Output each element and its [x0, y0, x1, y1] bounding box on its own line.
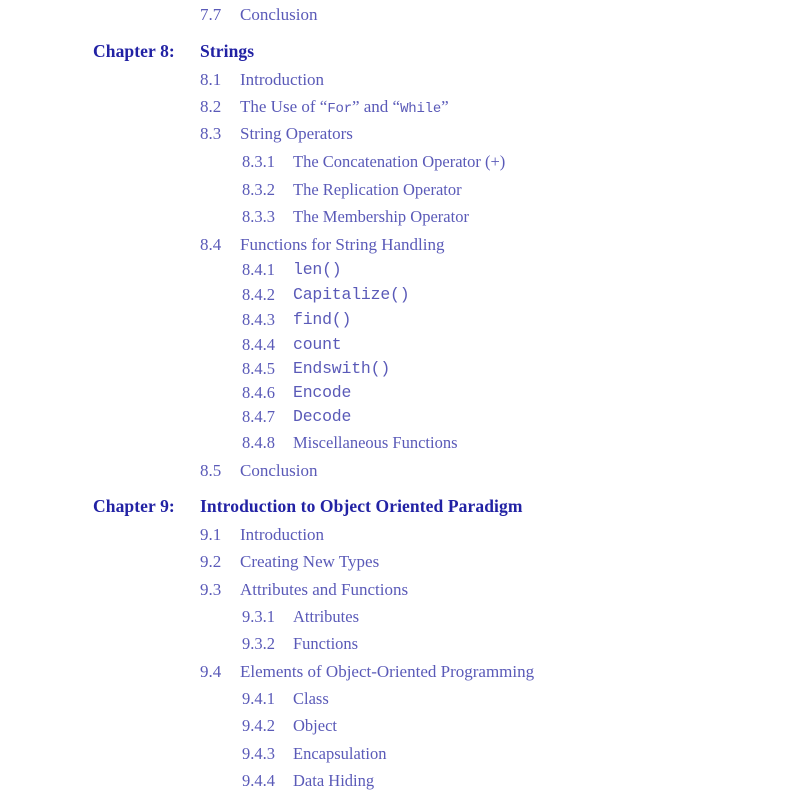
section-title: Conclusion	[240, 461, 318, 480]
section-title: Functions	[293, 634, 359, 653]
chapter-title: Introduction to Object Oriented Paradigm	[200, 496, 523, 516]
toc-entry-row[interactable]	[0, 712, 800, 739]
section-title: The Membership Operator	[293, 207, 469, 226]
section-title: Object	[293, 716, 337, 735]
toc-entry-row[interactable]	[0, 767, 800, 794]
section-title: Encode	[293, 383, 352, 402]
section-title: Decode	[293, 407, 352, 426]
section-title: Data Hiding	[293, 771, 375, 790]
toc-entry-row[interactable]	[0, 576, 800, 603]
section-number: 8.4.3	[242, 310, 275, 329]
code-term: While	[400, 101, 442, 117]
toc-entry-row[interactable]	[0, 521, 800, 548]
toc-entry-row[interactable]	[0, 685, 800, 712]
section-number: 7.7	[200, 5, 222, 24]
title-text: ” and “	[351, 97, 401, 116]
section-number: 8.4.6	[242, 383, 275, 402]
toc-entry-row[interactable]	[0, 658, 800, 685]
toc-entry-row[interactable]	[0, 379, 800, 406]
section-title: Attributes and Functions	[240, 580, 409, 599]
toc-entry-row[interactable]	[0, 281, 800, 308]
chapter-number: Chapter 8:	[93, 41, 175, 61]
section-number: 8.4.1	[242, 260, 275, 279]
section-number: 8.1	[200, 70, 222, 89]
section-number: 8.3	[200, 124, 222, 143]
title-text: The Use of “	[240, 97, 328, 116]
section-title: Introduction	[240, 70, 325, 89]
section-number: 8.3.3	[242, 207, 275, 226]
section-number: 8.5	[200, 461, 222, 480]
section-title: Endswith()	[293, 359, 391, 378]
toc-entry-row[interactable]	[0, 231, 800, 258]
section-number: 9.4.4	[242, 771, 275, 790]
code-term: For	[327, 101, 352, 117]
section-title: The Replication Operator	[293, 180, 462, 199]
section-title: Introduction	[240, 525, 325, 544]
toc-entry-row[interactable]	[0, 120, 800, 147]
section-title: Miscellaneous Functions	[293, 433, 458, 452]
section-title: The Concatenation Operator (+)	[293, 152, 506, 171]
section-number: 8.4	[200, 235, 222, 254]
toc-entry-row[interactable]	[0, 548, 800, 575]
section-title: Elements of Object-Oriented Programming	[240, 662, 535, 681]
toc-entry-row[interactable]	[0, 203, 800, 230]
section-number: 8.3.1	[242, 152, 275, 171]
section-title: Creating New Types	[240, 552, 380, 571]
toc-entry-row[interactable]	[0, 403, 800, 430]
section-number: 8.4.5	[242, 359, 275, 378]
section-number: 8.4.4	[242, 335, 275, 354]
section-number: 8.3.2	[242, 180, 275, 199]
section-title: Functions for String Handling	[240, 235, 445, 254]
toc-entry-row[interactable]	[0, 429, 800, 456]
chapter-number: Chapter 9:	[93, 496, 175, 516]
title-text: ”	[441, 97, 449, 116]
section-number: 9.1	[200, 525, 222, 544]
section-number: 9.4.3	[242, 744, 275, 763]
section-title: find()	[293, 310, 352, 329]
section-number: 9.4.2	[242, 716, 275, 735]
toc-chapter-row[interactable]	[0, 38, 800, 65]
toc-entry-row[interactable]	[0, 630, 800, 657]
section-title: Attributes	[293, 607, 359, 626]
section-title: Class	[293, 689, 329, 708]
section-number: 9.2	[200, 552, 222, 571]
section-number: 9.4.1	[242, 689, 275, 708]
toc-entry-row[interactable]	[0, 93, 800, 120]
section-title: count	[293, 335, 342, 354]
section-number: 8.4.2	[242, 285, 275, 304]
section-number: 9.3.2	[242, 634, 275, 653]
section-title: Capitalize()	[293, 285, 410, 304]
toc-entry-row[interactable]	[0, 66, 800, 93]
toc-entry-row[interactable]	[0, 740, 800, 767]
toc-chapter-row[interactable]	[0, 493, 800, 520]
section-number: 9.4	[200, 662, 222, 681]
chapter-title: Strings	[200, 41, 255, 61]
toc-entry-row[interactable]	[0, 603, 800, 630]
section-number: 9.3.1	[242, 607, 275, 626]
toc-entry-row[interactable]	[0, 1, 800, 28]
toc-entry-row[interactable]	[0, 457, 800, 484]
toc-entry-row[interactable]	[0, 256, 800, 283]
section-title: Encapsulation	[293, 744, 387, 763]
toc-entry-row[interactable]	[0, 176, 800, 203]
section-number: 8.4.7	[242, 407, 275, 426]
section-number: 8.2	[200, 97, 222, 116]
section-number: 8.4.8	[242, 433, 275, 452]
section-title: Conclusion	[240, 5, 318, 24]
section-title	[240, 93, 449, 123]
toc-entry-row[interactable]	[0, 148, 800, 175]
section-title: String Operators	[240, 124, 353, 143]
section-number: 9.3	[200, 580, 222, 599]
toc-entry-row[interactable]	[0, 331, 800, 358]
toc-entry-row[interactable]	[0, 794, 800, 800]
toc-entry-row[interactable]	[0, 306, 800, 333]
toc-entry-row[interactable]	[0, 355, 800, 382]
section-title: len()	[293, 260, 342, 279]
